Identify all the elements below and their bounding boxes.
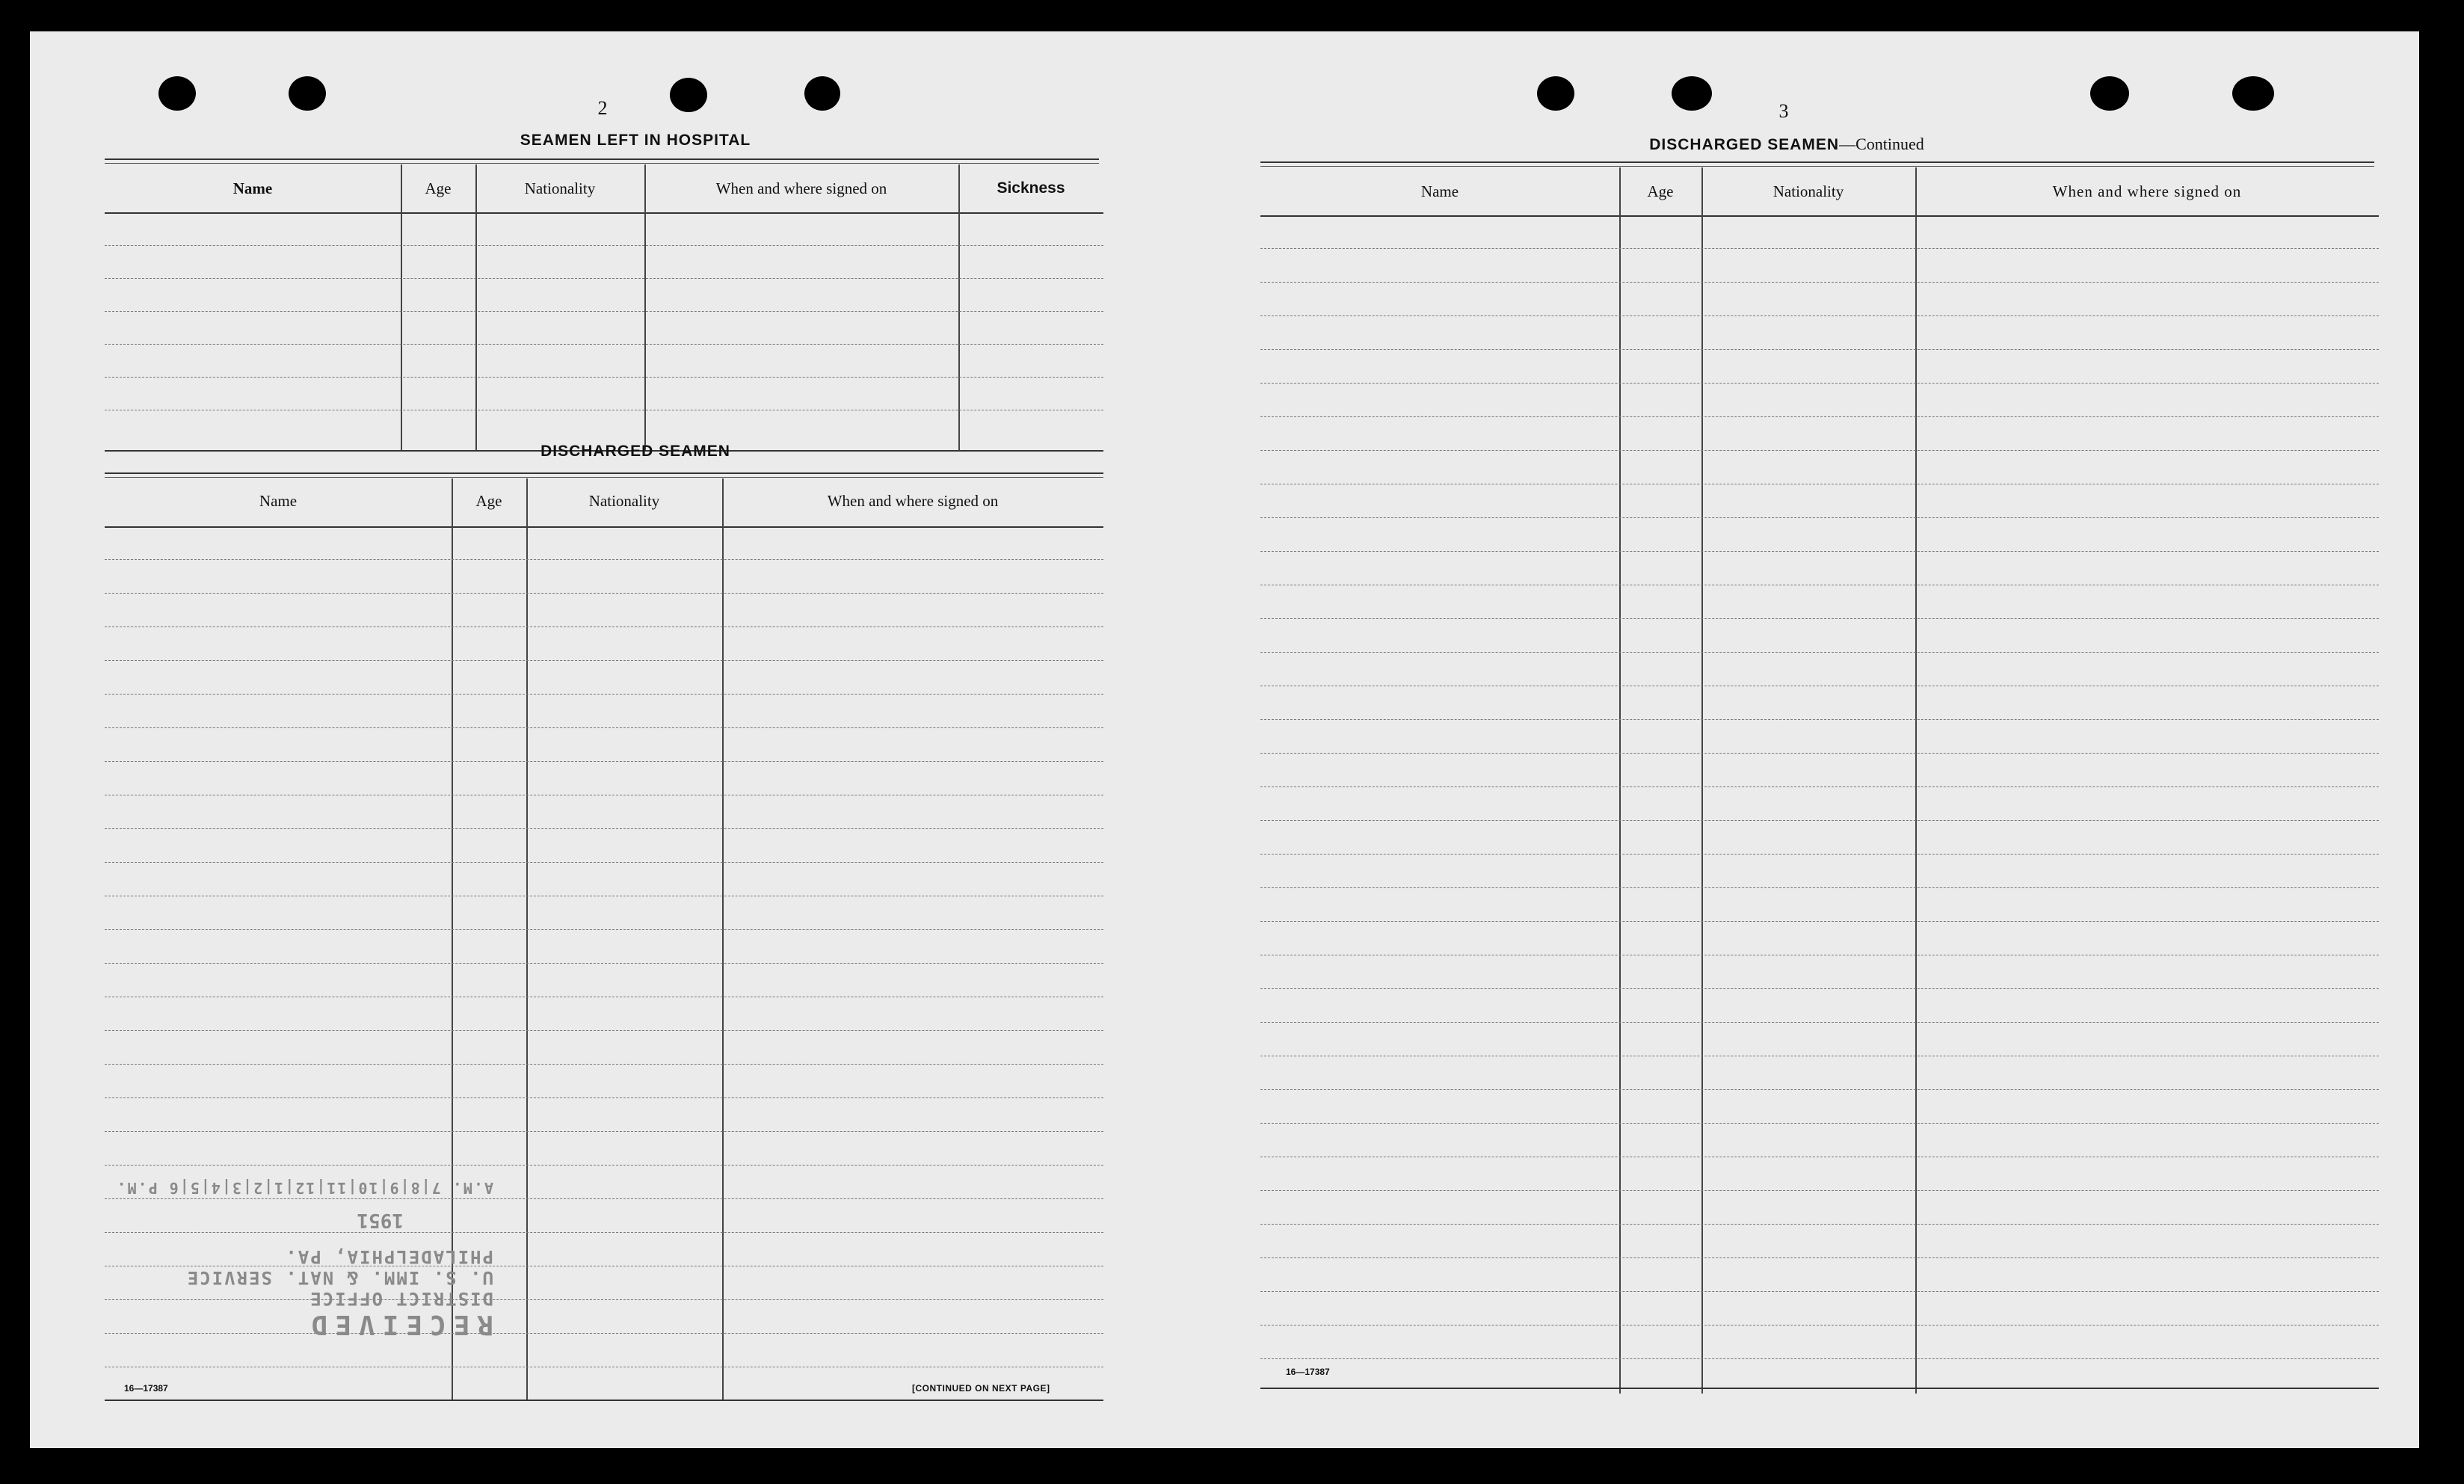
title-suffix: —Continued <box>1839 135 1924 153</box>
entry-line <box>1260 1123 2379 1124</box>
col-header-age: Age <box>1647 182 1674 200</box>
punch-hole <box>2232 76 2274 111</box>
col-header-name: Name <box>232 179 273 197</box>
entry-line <box>1260 921 2379 922</box>
entry-line <box>1260 1291 2379 1292</box>
stamp-line: U. S. IMM. & NAT. SERVICE <box>185 1267 493 1288</box>
entry-line <box>105 559 1103 560</box>
discharged-continued-title <box>1600 135 1974 154</box>
column-divider <box>401 164 402 452</box>
entry-line <box>1260 383 2379 384</box>
hospital-table <box>105 164 1103 452</box>
col-header-signed-on: When and where signed on <box>715 179 887 197</box>
entry-line <box>1260 753 2379 754</box>
entry-line <box>105 311 1103 312</box>
column-divider <box>958 164 960 452</box>
entry-line <box>105 828 1103 829</box>
entry-line <box>1260 1257 2379 1258</box>
entry-line <box>105 245 1103 246</box>
entry-line <box>105 727 1103 728</box>
entry-line <box>1260 618 2379 619</box>
col-header-nationality: Nationality <box>1772 182 1844 200</box>
entry-line <box>1260 450 2379 451</box>
hospital-section-title: SEAMEN LEFT IN HOSPITAL <box>520 132 751 149</box>
column-divider <box>475 164 477 452</box>
entry-line <box>1260 248 2379 249</box>
entry-line <box>1260 652 2379 653</box>
entry-line <box>1260 1190 2379 1191</box>
column-divider <box>644 164 646 452</box>
entry-line <box>105 862 1103 863</box>
col-header-signed-on: When and where signed on <box>827 492 999 510</box>
entry-line <box>105 344 1103 345</box>
entry-line <box>1260 517 2379 518</box>
scanned-document <box>30 31 2419 1448</box>
discharged-table-header <box>105 478 1103 528</box>
discharged-top-rule <box>105 472 1103 478</box>
col-header-name: Name <box>1420 182 1459 200</box>
punch-hole <box>289 76 326 111</box>
entry-line <box>1260 315 2379 316</box>
entry-line <box>1260 1022 2379 1023</box>
entry-line <box>105 694 1103 695</box>
stamp-line: DISTRICT OFFICE <box>309 1288 493 1309</box>
entry-line <box>1260 719 2379 720</box>
col-header-signed-on: When and where signed on <box>2052 182 2242 200</box>
hospital-table-header <box>105 164 1103 214</box>
entry-line <box>105 1030 1103 1031</box>
entry-line <box>1260 887 2379 888</box>
col-header-name: Name <box>259 492 298 510</box>
punch-hole <box>2090 76 2129 111</box>
entry-line <box>105 929 1103 930</box>
received-stamp <box>115 1093 493 1340</box>
entry-line <box>1260 282 2379 283</box>
entry-line <box>1260 1325 2379 1326</box>
punch-hole <box>670 78 707 112</box>
entry-line <box>105 626 1103 627</box>
continued-note: [CONTINUED ON NEXT PAGE] <box>912 1383 1050 1394</box>
stamp-line: A.M. 7|8|9|10|11|12|1|2|3|4|5|6 P.M. <box>115 1179 493 1197</box>
col-header-nationality: Nationality <box>588 492 660 510</box>
discharged-bottom-rule <box>105 1400 1103 1401</box>
punch-hole <box>1537 76 1574 111</box>
entry-line <box>105 963 1103 964</box>
entry-line <box>1260 988 2379 989</box>
punch-hole <box>804 76 840 111</box>
entry-line <box>1260 854 2379 855</box>
entry-line <box>1260 416 2379 417</box>
entry-line <box>105 761 1103 762</box>
stamp-line: PHILADELPHIA, PA. <box>284 1246 493 1267</box>
entry-line <box>105 1064 1103 1065</box>
punch-hole <box>158 76 196 111</box>
right-table-header <box>1260 167 2379 217</box>
col-header-age: Age <box>475 492 502 510</box>
entry-line <box>1260 551 2379 552</box>
entry-line <box>1260 786 2379 787</box>
col-header-nationality: Nationality <box>524 179 596 197</box>
stamp-line: 1951 <box>357 1209 404 1231</box>
col-header-age: Age <box>425 179 452 197</box>
page-number-left: 2 <box>597 97 608 119</box>
form-number-right: 16—17387 <box>1286 1367 1330 1377</box>
discharged-continued-table <box>1260 167 2379 1394</box>
discharged-section-title: DISCHARGED SEAMEN <box>540 443 730 460</box>
form-number-left: 16—17387 <box>124 1383 168 1394</box>
punch-hole <box>1672 76 1712 111</box>
entry-line <box>1260 1358 2379 1359</box>
entry-line <box>1260 1089 2379 1090</box>
column-divider <box>1701 167 1703 1394</box>
entry-line <box>105 377 1103 378</box>
right-bottom-rule <box>1260 1388 2379 1389</box>
stamp-line: RECEIVED <box>304 1309 493 1340</box>
entry-line <box>1260 820 2379 821</box>
column-divider <box>1915 167 1917 1394</box>
entry-line <box>105 660 1103 661</box>
col-header-sickness: Sickness <box>997 179 1065 197</box>
title-main: DISCHARGED SEAMEN <box>1649 136 1840 153</box>
column-divider <box>722 478 724 1401</box>
column-divider <box>526 478 528 1401</box>
column-divider <box>1619 167 1621 1394</box>
entry-line <box>1260 1224 2379 1225</box>
right-top-rule <box>1260 161 2374 167</box>
entry-line <box>1260 349 2379 350</box>
hospital-top-rule <box>105 158 1099 164</box>
entry-line <box>105 593 1103 594</box>
entry-line <box>105 278 1103 279</box>
page-number-right: 3 <box>1778 100 1789 122</box>
